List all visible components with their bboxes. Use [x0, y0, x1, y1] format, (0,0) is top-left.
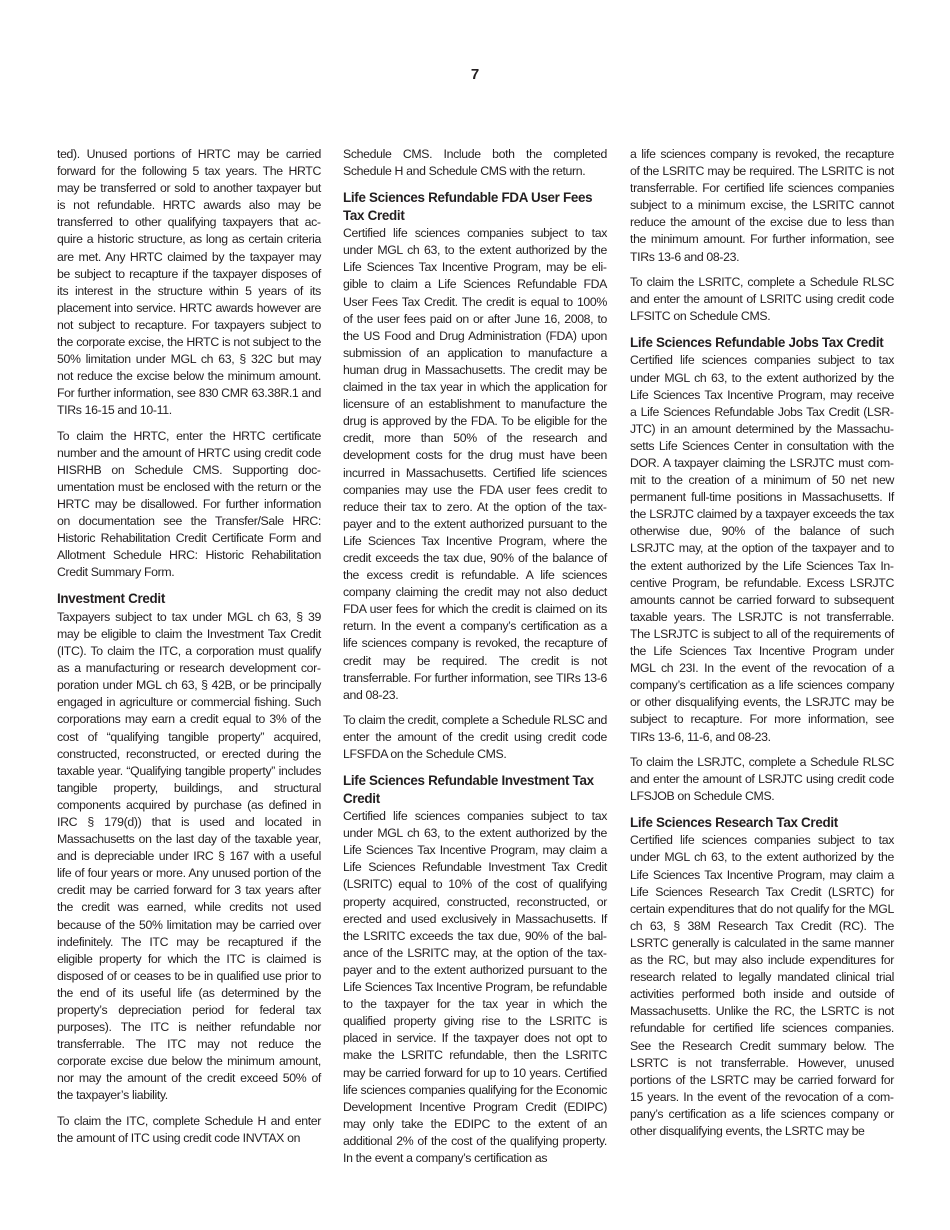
paragraph: To claim the ITC, complete Schedule H and enter the amount of ITC using credit code INVTAX on — [57, 1113, 321, 1145]
paragraph: Certified life sciences companies subject to tax under MGL ch 63, to the extent authorized by the Life Sciences Tax Incentive Program, may claim a Life Sciences Refundable Investment Tax Credit (LSRITC) equal to 10% of the cost of qualifying property acquired, constructed, reconstructed, or erected and used exclusively in Massachusetts. If the LSRITC exceeds the tax due, 90% of the balance of the LSRITC may, at the option of the taxpayer and to the extent authorized pursuant to the Life Sciences Tax Incentive Program, be refundable to the taxpayer for the tax year in which the qualified property giving rise to the LSRITC is placed in service. If the taxpayer does not opt to make the LSRITC refundable, then the LSRITC may be carried forward for up to 10 years. Certified life sciences companies qualifying for the Economic Development Incentive Program Credit (EDIPC) may only take the EDIPC to the extent of an additional 2% of the cost of the qualifying property. In the event a company’s certification as — [343, 809, 607, 1165]
paragraph: To claim the LSRITC, complete a Schedule RLSC and enter the amount of LSRITC using credit code LFSITC on Schedule CMS. — [630, 274, 894, 323]
paragraph: Certified life sciences companies subject to tax under MGL ch 63, to the extent authorized by the Life Sciences Tax Incentive Program, may receive a Life Sciences Refundable Jobs Tax Credit (LSRJTC) in an amount determined by the Massachusetts Life Sciences Center in consultation with the DOR. A taxpayer claiming the LSRJTC must commit to the creation of a minimum of 50 net new permanent full-time positions in Massachusetts. If the LSRJTC claimed by a taxpayer exceeds the tax otherwise due, 90% of the balance of such LSRJTC may, at the option of the taxpayer and to the extent authorized by the Life Sciences Tax Incentive Program, be refundable. Excess LSRJTC amounts cannot be carried forward to subsequent taxable years. The LSRJTC is not transferrable. The LSRJTC is subject to all of the requirements of the Life Sciences Tax Incentive Program under MGL ch 23I. In the event of the revocation of a company’s certification as a life sciences company or other disqualifying events, the LSRJTC may be subject to recapture. For more information, see TIRs 13-6, 11-6, and 08-23. — [630, 353, 894, 744]
paragraph: Certified life sciences companies subject to tax under MGL ch 63, to the extent authorized by the Life Sciences Tax Incentive Program, may be eligible to claim a Life Sciences Refundable FDA User Fees Tax Credit. The credit is equal to 100% of the user fees paid on or after June 16, 2008, to the US Food and Drug Administration (FDA) upon submission of an application to manufacture a human drug in Massachusetts. The credit may be claimed in the tax year in which the application for licensure of an establishment to manufacture the drug is approved by the FDA. To be eligible for the credit, more than 50% of the research and development costs for the drug must have been incurred in Massachusetts. Certified life sciences companies may use the FDA user fees credit to reduce their tax to zero. At the option of the taxpayer and to the extent authorized pursuant to the Life Sciences Tax Incentive Program, where the credit exceeds the tax due, 90% of the balance of the excess credit is refundable. A life sciences company claiming the credit may not also deduct FDA user fees for which the credit is claimed on its return. In the event a company’s certification as a life sciences company is revoked, the recapture of credit may be required. The credit is not transferrable. For further information, see TIRs 13-6 and 08-23. — [343, 226, 607, 702]
column-3 — [630, 146, 894, 1148]
paragraph: Certified life sciences companies subject to tax under MGL ch 63, to the extent authorized by the Life Sciences Tax Incentive Program, may claim a Life Sciences Research Tax Credit (LSRTC) for certain expenditures that do not qualify for the MGL ch 63, § 38M Research Tax Credit (RC). The LSRTC generally is calculated in the same manner as the RC, but may also include expenditures for research related to legally mandated clinical trial activities performed both inside and outside of Massachusetts. Unlike the RC, the LSRTC is not refundable for certified life sciences companies. See the Research Credit summary below. The LSRTC is not transferrable. However, unused portions of the LSRTC may be carried forward for 15 years. In the event of the revocation of a company’s certification as a life sciences company or other disqualifying events, the LSRTC may be — [630, 833, 894, 1138]
paragraph: To claim the credit, complete a Schedule RLSC and enter the amount of the credit using credit code LFSFDA on the Schedule CMS. — [343, 712, 607, 761]
column-2 — [343, 146, 607, 1175]
section-heading-research-tax-credit: Life Sciences Research Tax Credit — [630, 814, 838, 830]
section-heading-investment-tax-credit: Life Sciences Refundable Investment Tax Credit — [343, 773, 594, 806]
column-1 — [57, 146, 321, 1155]
paragraph: ted). Unused portions of HRTC may be carried forward for the following 5 tax years. The HRTC may be transferred or sold to another taxpayer but is not refundable. HRTC awards also may be transferred to other qualifying taxpayers that acquire a historic structure, as long as certain criteria are met. Any HRTC claimed by the taxpayer may be subject to recapture if the taxpayer disposes of its interest in the structure within 5 years of its placement into service. HRTC awards however are not subject to recapture. For taxpayers subject to the corporate excise, the HRTC is not subject to the 50% limitation under MGL ch 63, § 32C but may not reduce the excise below the minimum amount. For further information, see 830 CMR 63.38R.1 and TIRs 16-15 and 10-11. — [57, 147, 321, 418]
section-heading-jobs-tax-credit: Life Sciences Refundable Jobs Tax Credit — [630, 334, 884, 350]
paragraph: a life sciences company is revoked, the recapture of the LSRITC may be required. The LSRITC is not transferrable. For certified life sciences companies subject to a minimum excise, the LSRITC cannot reduce the amount of the excise due to less than the minimum amount. For further information, see TIRs 13-6 and 08-23. — [630, 147, 894, 264]
paragraph: To claim the LSRJTC, complete a Schedule RLSC and enter the amount of LSRJTC using credit code LFSJOB on Schedule CMS. — [630, 754, 894, 803]
section-heading-fda-user-fees-credit: Life Sciences Refundable FDA User Fees Tax Credit — [343, 190, 593, 223]
section-heading-investment-credit: Investment Credit — [57, 591, 166, 607]
paragraph: To claim the HRTC, enter the HRTC certificate number and the amount of HRTC using credit code HISRHB on Schedule CMS. Supporting documentation must be enclosed with the return or the HRTC may be disallowed. For further information on documentation see the Transfer/Sale HRC: Historic Rehabilitation Credit Certificate Form and Allotment Schedule HRC: Historic Rehabilitation Credit Summary Form. — [57, 428, 321, 580]
paragraph: Taxpayers subject to tax under MGL ch 63, § 39 may be eligible to claim the Investment Tax Credit (ITC). To claim the ITC, a corporation must qualify as a manufacturing or research development corporation under MGL ch 63, § 42B, or be principally engaged in agriculture or commercial fishing. Such corporations may earn a credit equal to 3% of the cost of “qualifying tangible property” acquired, constructed, reconstructed, or erected during the taxable year. “Qualifying tangible property” includes tangible property, buildings, and structural components acquired by purchase (as defined in IRC § 179(d)) that is used and located in Massachusetts on the last day of the taxable year, and is depreciable under IRC § 167 with a useful life of four years or more. Any unused portion of the credit may be carried forward for 3 tax years after the credit was earned, while credits not used because of the 50% limitation may be carried over indefinitely. The ITC may be recaptured if the eligible property for which the ITC is claimed is disposed of or ceases to be in qualified use prior to the end of its useful life (as determined by the property’s depreciation period for federal tax purposes). The ITC is neither refundable nor transferrable. The ITC may not reduce the corporate excise due below the minimum amount, nor may the amount of the credit exceed 50% of the taxpayer’s liability. — [57, 609, 321, 1103]
paragraph: Schedule CMS. Include both the completed Schedule H and Schedule CMS with the return. — [343, 147, 607, 179]
page-number: 7 — [470, 66, 480, 83]
